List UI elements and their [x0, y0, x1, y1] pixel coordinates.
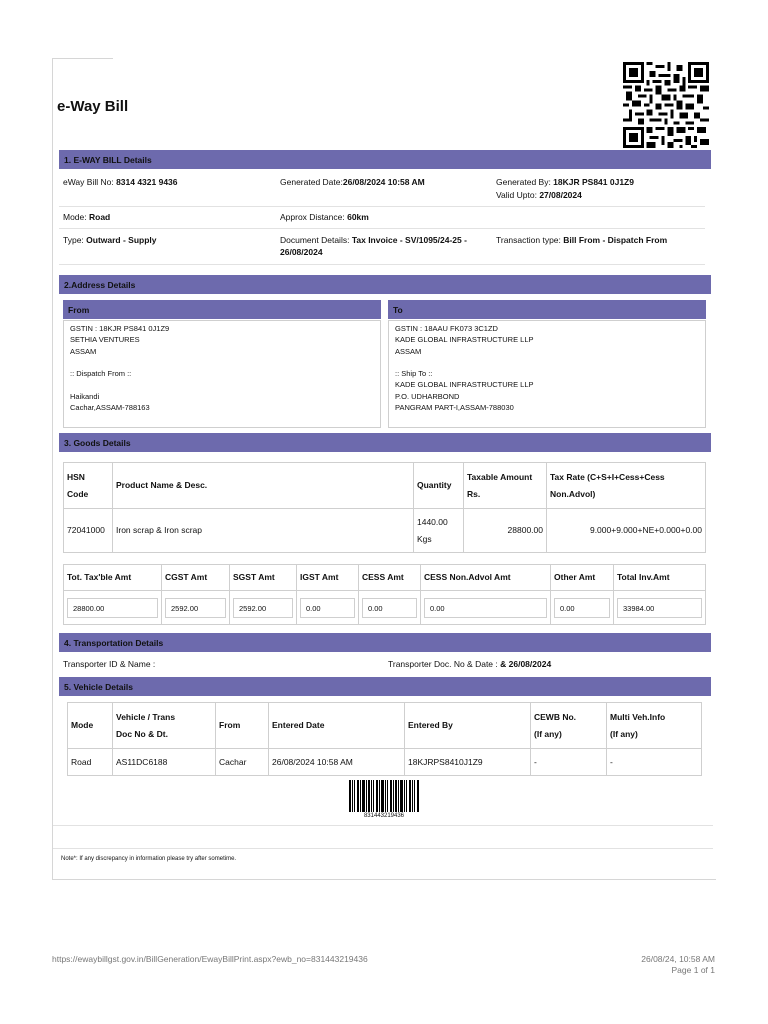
taxable-amount: 28800.00: [464, 509, 547, 553]
from-address: [63, 320, 381, 428]
print-meta: [641, 954, 715, 976]
vehicle-entered-by: 18KJRPS8410J1Z9: [405, 749, 531, 776]
cess-cell: [359, 591, 421, 625]
discrepancy-note: Note*: If any discrepancy in information please try after sometime.: [61, 856, 237, 862]
table-row: [64, 509, 706, 553]
section-vehicle-header: 5. Vehicle Details: [59, 677, 711, 696]
sheet-top-border: [53, 58, 113, 59]
col-other: Other Amt: [551, 565, 614, 591]
totals-header-row: [64, 565, 706, 591]
vehicle-multi: -: [607, 749, 702, 776]
col-tax-rate: Tax Rate (C+S+I+Cess+Cess Non.Advol): [547, 463, 706, 509]
sgst-cell: [230, 591, 297, 625]
address-line: Haikandi: [70, 391, 100, 401]
approx-distance: Approx Distance: 60km: [280, 212, 369, 222]
vehicle-entered-date: 26/08/2024 10:58 AM: [269, 749, 405, 776]
tax-rate: 9.000+9.000+NE+0.000+0.00: [547, 509, 706, 553]
quantity: 1440.00 Kgs: [414, 509, 464, 553]
totals-table: [63, 564, 706, 625]
cgst-value: 2592.00: [165, 598, 226, 618]
section-transport-header: 4. Transportation Details: [59, 633, 711, 652]
transaction-type: Transaction type: Bill From - Dispatch From: [496, 235, 668, 245]
cess-non-advol-cell: [421, 591, 551, 625]
divider: [59, 206, 705, 207]
eway-bill-sheet: [52, 58, 716, 880]
print-datetime: 26/08/24, 10:58 AM: [641, 954, 715, 964]
hsn-code: 72041000: [64, 509, 113, 553]
cess-value: 0.00: [362, 598, 417, 618]
from-header: From: [63, 300, 381, 319]
transporter-doc: Transporter Doc. No & Date : & 26/08/2024: [388, 659, 552, 669]
generated-by: Generated By: 18KJR PS841 0J1Z9: [496, 177, 634, 187]
col-cess-non-advol: CESS Non.Advol Amt: [421, 565, 551, 591]
address-line: KADE GLOBAL INFRASTRUCTURE LLP: [395, 335, 534, 345]
document-details: Document Details: Tax Invoice - SV/1095/24-25 - 26/08/2024: [280, 235, 467, 257]
section-address-header: 2.Address Details: [59, 275, 711, 294]
address-line: KADE GLOBAL INFRASTRUCTURE LLP: [395, 380, 534, 390]
to-address: [388, 320, 706, 428]
total-taxable-value: 28800.00: [67, 598, 158, 618]
address-line: PANGRAM PART-I,ASSAM-788030: [395, 403, 514, 413]
sgst-value: 2592.00: [233, 598, 293, 618]
vehicle-number: AS11DC6188: [113, 749, 216, 776]
col-entered-date: Entered Date: [269, 703, 405, 749]
to-header: To: [388, 300, 706, 319]
product-name: Iron scrap & Iron scrap: [113, 509, 414, 553]
address-line: SETHIA VENTURES: [70, 335, 140, 345]
address-line: [70, 357, 374, 368]
barcode-number: 831443219436: [363, 813, 405, 819]
col-cewb: CEWB No. (If any): [531, 703, 607, 749]
address-line: [395, 357, 699, 368]
col-total-inv: Total Inv.Amt: [614, 565, 706, 591]
valid-upto: Valid Upto: 27/08/2024: [496, 190, 582, 200]
section-ewb-details-header: 1. E-WAY BILL Details: [59, 150, 711, 169]
total-taxable-cell: [64, 591, 162, 625]
address-line: :: Dispatch From ::: [70, 369, 132, 379]
col-product: Product Name & Desc.: [113, 463, 414, 509]
generated-date: Generated Date:26/08/2024 10:58 AM: [280, 177, 425, 187]
vehicle-cewb: -: [531, 749, 607, 776]
transporter-id: Transporter ID & Name :: [63, 659, 156, 669]
col-mode: Mode: [68, 703, 113, 749]
cgst-cell: [162, 591, 230, 625]
col-from: From: [216, 703, 269, 749]
divider: [59, 264, 705, 265]
col-quantity: Quantity: [414, 463, 464, 509]
address-line: GSTIN : 18KJR PS841 0J1Z9: [70, 324, 170, 333]
section-goods-header: 3. Goods Details: [59, 433, 711, 452]
total-inv-cell: [614, 591, 706, 625]
col-taxable: Taxable Amount Rs.: [464, 463, 547, 509]
other-cell: [551, 591, 614, 625]
cess-non-advol-value: 0.00: [424, 598, 547, 618]
address-line: Cachar,ASSAM-788163: [70, 403, 150, 413]
address-line: :: Ship To ::: [395, 369, 433, 379]
col-sgst: SGST Amt: [230, 565, 297, 591]
col-igst: IGST Amt: [297, 565, 359, 591]
print-url: https://ewaybillgst.gov.in/BillGeneration/EwayBillPrint.aspx?ewb_no=831443219436: [52, 954, 368, 964]
divider: [53, 848, 713, 849]
col-cgst: CGST Amt: [162, 565, 230, 591]
divider: [59, 228, 705, 229]
col-multi-veh: Multi Veh.Info (If any): [607, 703, 702, 749]
address-line: ASSAM: [70, 346, 97, 356]
address-line: GSTIN : 18AAU FK073 3C1ZD: [395, 324, 498, 333]
page-title: e-Way Bill: [57, 98, 129, 115]
address-line: [70, 379, 374, 390]
qr-code-icon: [621, 62, 711, 148]
col-total-taxable: Tot. Tax'ble Amt: [64, 565, 162, 591]
address-line: P.O. UDHARBOND: [395, 391, 460, 401]
vehicle-header-row: [68, 703, 702, 749]
address-line: ASSAM: [395, 346, 422, 356]
table-row: [64, 591, 706, 625]
igst-cell: [297, 591, 359, 625]
vehicle-from: Cachar: [216, 749, 269, 776]
supply-type: Type: Outward - Supply: [63, 235, 157, 245]
vehicle-mode: Road: [68, 749, 113, 776]
divider: [53, 825, 713, 826]
ewb-number: eWay Bill No: 8314 4321 9436: [63, 177, 178, 187]
igst-value: 0.00: [300, 598, 355, 618]
col-vehicle: Vehicle / Trans Doc No & Dt.: [113, 703, 216, 749]
table-row: [68, 749, 702, 776]
barcode-icon: [349, 780, 419, 812]
transport-mode: Mode: Road: [63, 212, 111, 222]
goods-table: [63, 462, 706, 553]
col-cess: CESS Amt: [359, 565, 421, 591]
col-hsn: HSN Code: [64, 463, 113, 509]
col-entered-by: Entered By: [405, 703, 531, 749]
page-number: Page 1 of 1: [671, 965, 715, 975]
goods-header-row: [64, 463, 706, 509]
vehicle-table: [67, 702, 702, 776]
total-inv-value: 33984.00: [617, 598, 702, 618]
other-value: 0.00: [554, 598, 610, 618]
